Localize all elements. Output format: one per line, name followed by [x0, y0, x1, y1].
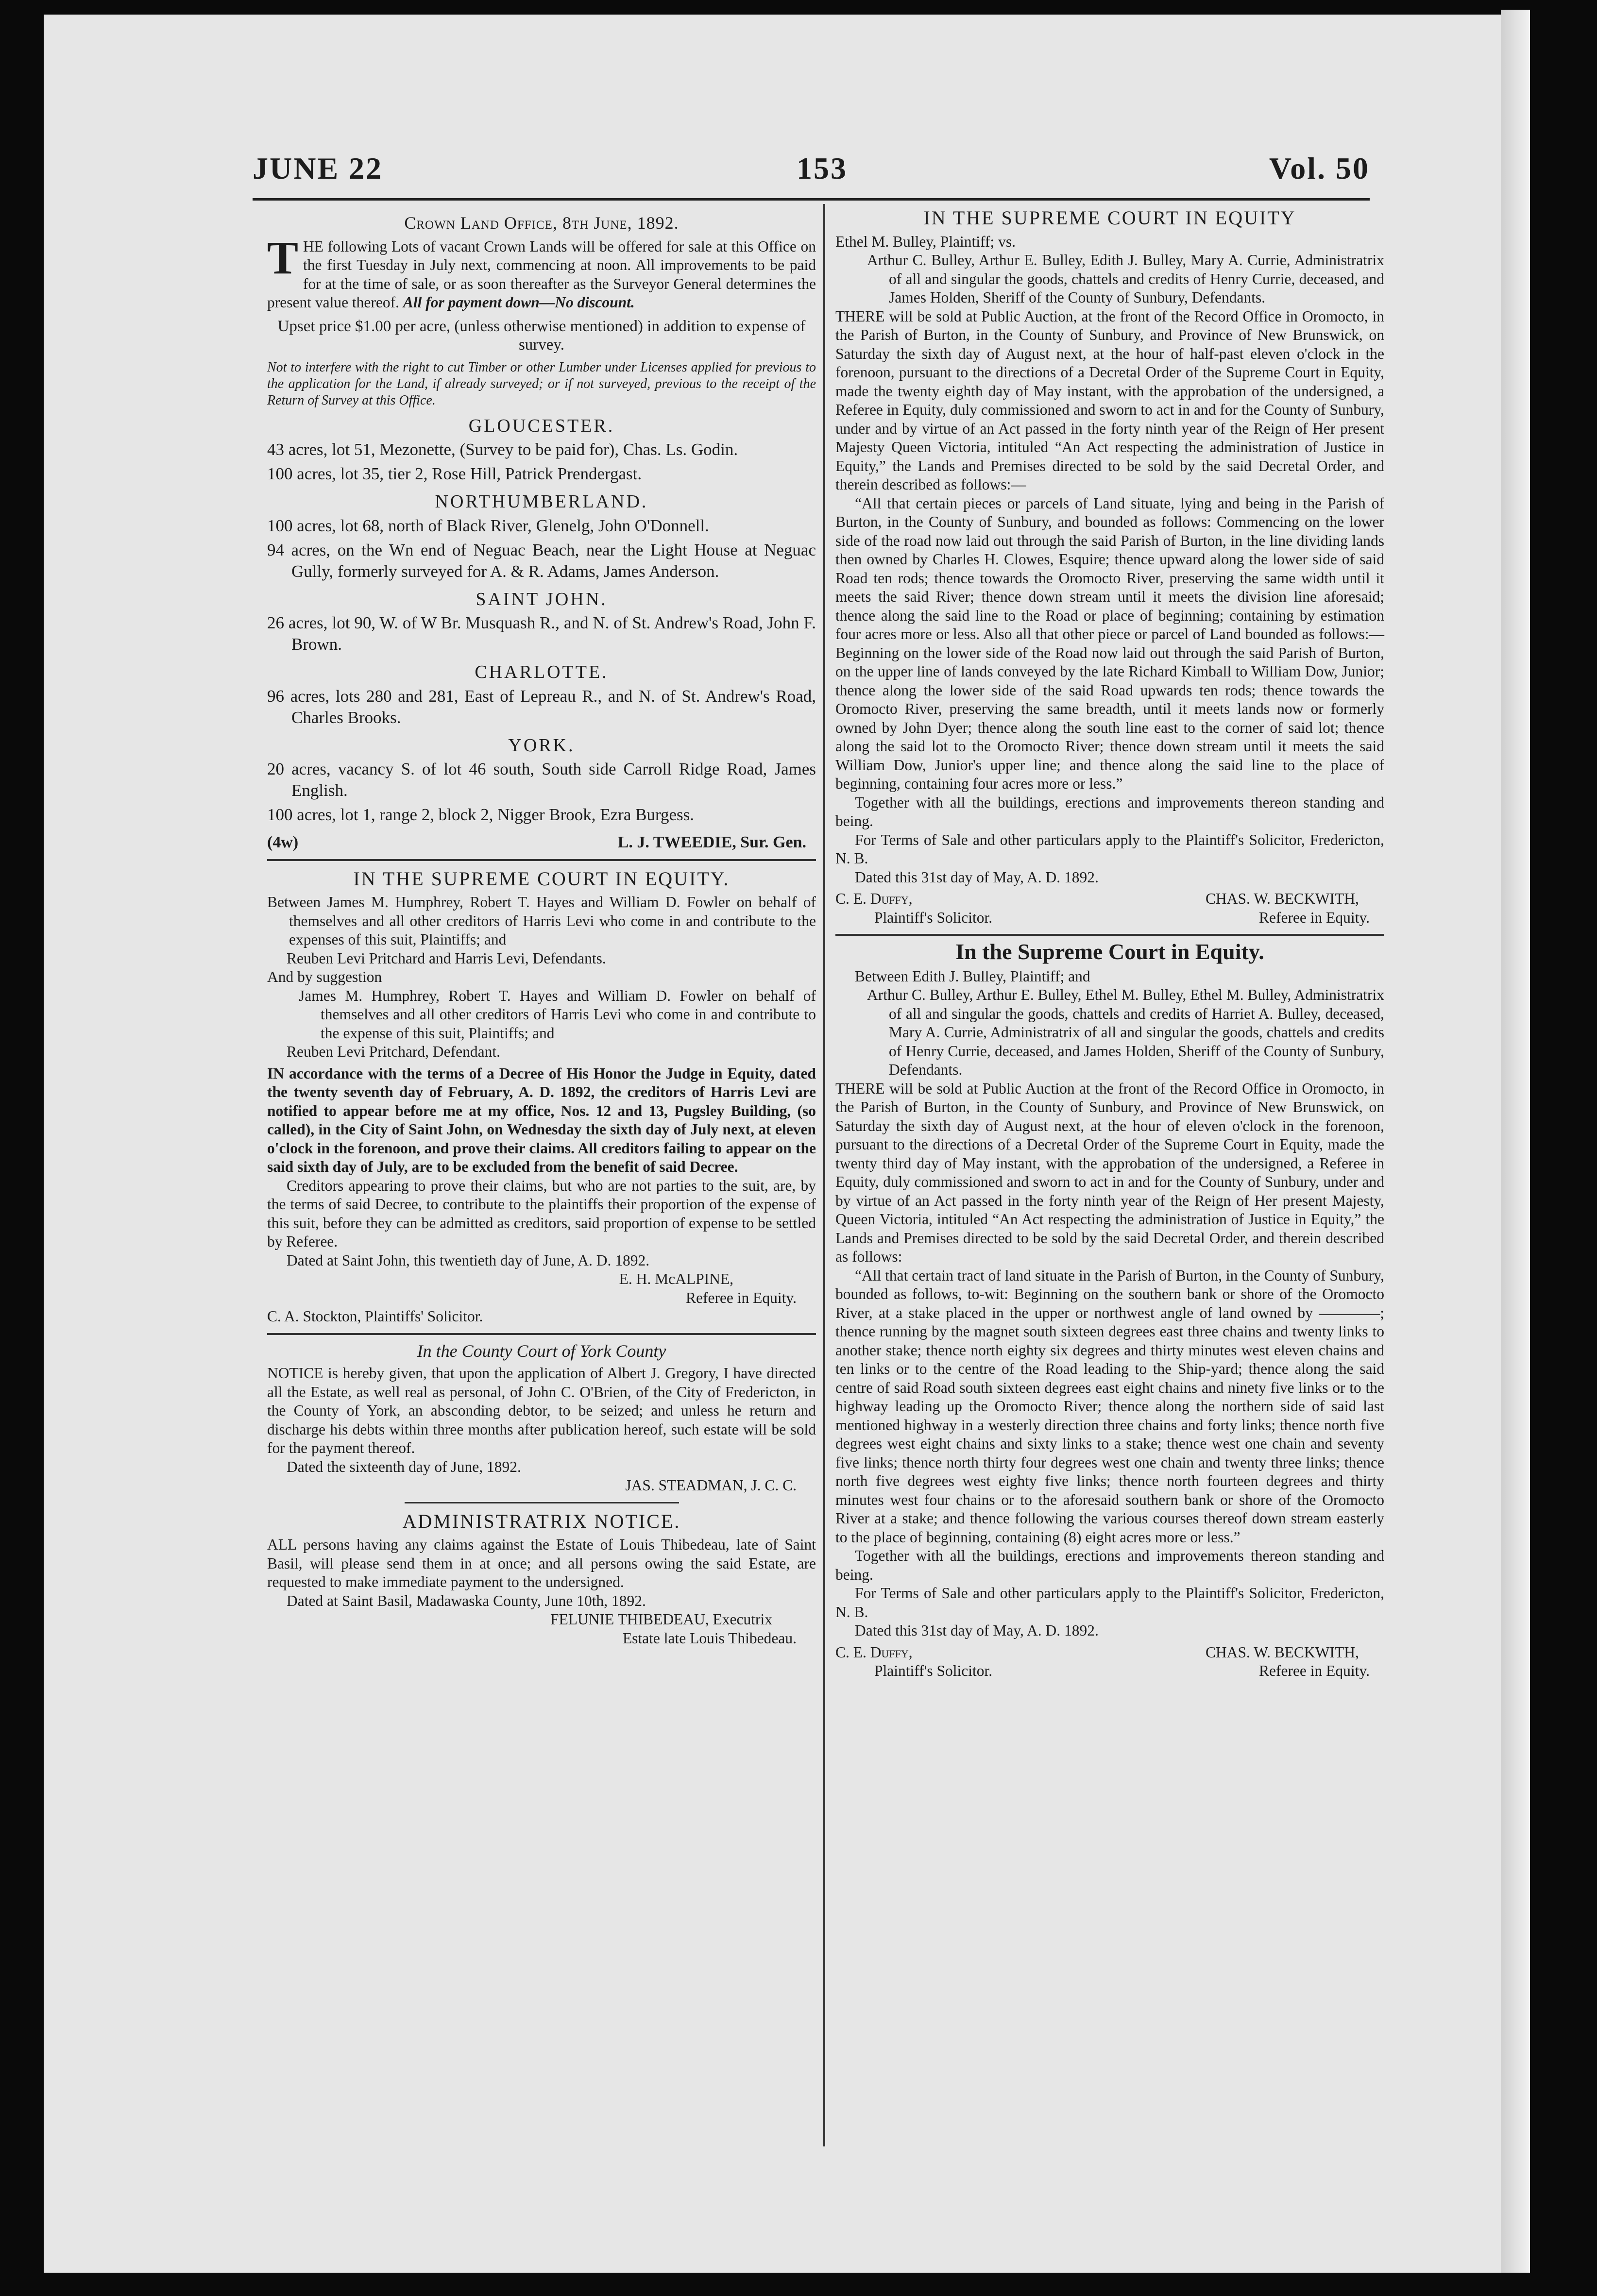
- lot-entry: 26 acres, lot 90, W. of W Br. Musquash R., and N. of St. Andrew's Road, John F. Brown.: [267, 613, 816, 654]
- insertion-mark: (4w): [267, 833, 299, 851]
- admin-notice-title: ADMINISTRATRIX NOTICE.: [402, 1510, 681, 1532]
- section-rule: [405, 1502, 679, 1503]
- header-page-number: 153: [797, 151, 848, 186]
- notice-body: Together with all the buildings, erections and improvements thereon standing and being.: [835, 793, 1384, 829]
- crown-notice-title: Crown Land Office, 8th June, 1892.: [404, 213, 679, 233]
- referee-name: E. H. McALPINE,: [619, 1270, 733, 1287]
- referee-signature: CHAS. W. BECKWITH, Referee in Equity.: [1206, 890, 1370, 926]
- lot-entry: 100 acres, lot 1, range 2, block 2, Nigger Brook, Ezra Burgess.: [267, 805, 694, 824]
- lot-entry: 43 acres, lot 51, Mezonette, (Survey to be paid for), Chas. Ls. Godin.: [267, 440, 738, 459]
- notice-signatures: [835, 1643, 1384, 1681]
- crown-notice-body: THE following Lots of vacant Crown Lands will be offered for sale at this Office on the first Tuesday in July next, commencing at noon. All improvements to be paid for at the time of sale, or as soon thereafter as the Surveyor General determines the present value thereof. All for payment down—No discount.: [267, 231, 816, 311]
- county-heading: SAINT JOHN.: [476, 589, 608, 609]
- lot-entry: 96 acres, lots 280 and 281, East of Lepreau R., and N. of St. Andrew's Road, Charles Brooks.: [267, 686, 816, 727]
- notice-signatures: [835, 890, 1384, 927]
- equity-notice-ethel-bulley: [835, 209, 1384, 927]
- parties: Arthur C. Bulley, Arthur E. Bulley, Ethel M. Bulley, Ethel M. Bulley, Administratrix of all and singular the goods, chattels and credits of Harriet A. Bulley, deceased, Mary A. Currie, Administratrix of all and singular the goods, chattels and credits of Henry Currie, deceased, and James Holden, Sheriff of the County of Sunbury, Defendants.: [867, 986, 1384, 1078]
- crown-notice-signature: [267, 833, 816, 852]
- section-rule: [835, 934, 1384, 936]
- solicitor-line: C. A. Stockton, Plaintiffs' Solicitor.: [267, 1308, 483, 1325]
- notice-dated: Dated at Saint Basil, Madawaska County, June 10th, 1892.: [287, 1592, 646, 1609]
- referee-title: Referee in Equity.: [686, 1289, 797, 1306]
- notice-dated: Dated this 31st day of May, A. D. 1892.: [855, 868, 1099, 886]
- notice-dated: Dated the sixteenth day of June, 1892.: [287, 1458, 521, 1475]
- equity-notice-title: IN THE SUPREME COURT IN EQUITY.: [353, 867, 730, 890]
- parties: Reuben Levi Pritchard and Harris Levi, Defendants.: [287, 949, 606, 967]
- equity-notice-edith-bulley: [835, 939, 1384, 1681]
- lot-entry: 100 acres, lot 68, north of Black River, Glenelg, John O'Donnell.: [267, 516, 709, 535]
- parties: Arthur C. Bulley, Arthur E. Bulley, Edith J. Bulley, Mary A. Currie, Administratrix of all and singular the goods, chattels and credits of Henry Currie, deceased, and James Holden, Sheriff of the County of Sunbury, Defendants.: [867, 252, 1384, 306]
- county-heading: GLOUCESTER.: [468, 415, 615, 436]
- suggestion-label: And by suggestion: [267, 968, 382, 985]
- crown-land-notice: [267, 214, 816, 852]
- county-heading: YORK.: [508, 735, 575, 756]
- parties: Reuben Levi Pritchard, Defendant.: [287, 1043, 500, 1060]
- page-header: [253, 151, 1370, 194]
- notice-body: Together with all the buildings, erections and improvements thereon standing and being.: [835, 1547, 1384, 1583]
- executrix-name: FELUNIE THIBEDEAU, Executrix: [550, 1611, 772, 1628]
- equity-notice-humphrey: [267, 867, 816, 1326]
- notice-dated: Dated at Saint John, this twentieth day of June, A. D. 1892.: [287, 1251, 650, 1269]
- equity-notice-title: In the Supreme Court in Equity.: [955, 939, 1264, 964]
- solicitor-signature: C. E. Duffy, Plaintiff's Solicitor.: [835, 890, 993, 926]
- page-fold: [1501, 10, 1530, 2273]
- right-column: [835, 209, 1384, 1681]
- notice-body: For Terms of Sale and other particulars apply to the Plaintiff's Solicitor, Fredericton, N. B.: [835, 1585, 1384, 1621]
- county-heading: CHARLOTTE.: [475, 662, 609, 682]
- lot-entry: 20 acres, vacancy S. of lot 46 south, South side Carroll Ridge Road, James English.: [267, 760, 816, 800]
- column-divider: [823, 204, 825, 2146]
- parties: Between Edith J. Bulley, Plaintiff; and: [855, 967, 1090, 985]
- solicitor-signature: C. E. Duffy, Plaintiff's Solicitor.: [835, 1643, 993, 1679]
- payment-terms: All for payment down—No discount.: [403, 294, 635, 311]
- notice-dated: Dated this 31st day of May, A. D. 1892.: [855, 1622, 1099, 1639]
- county-court-notice: [267, 1342, 816, 1495]
- referee-signature: CHAS. W. BECKWITH, Referee in Equity.: [1206, 1643, 1370, 1679]
- section-rule: [267, 1333, 816, 1335]
- section-rule: [267, 859, 816, 861]
- left-column: [267, 209, 816, 1648]
- notice-body: Creditors appearing to prove their claims, but who are not parties to the suit, are, by the terms of said Decree, to contribute to the plaintiffs their proportion of the expense of this suit, before they can be admitted as creditors, said proportion of expense to be settled by Referee.: [267, 1177, 816, 1250]
- lot-entry: 100 acres, lot 35, tier 2, Rose Hill, Patrick Prendergast.: [267, 464, 642, 483]
- land-description: “All that certain pieces or parcels of Land situate, lying and being in the Parish of Burton, in the County of Sunbury, and bounded as follows: Commencing on the lower side of the road now laid out through the said Parish of Burton, in the line dividing lands then owned by Charles H. Clowes, Esquire; thence upward along the lower side of said Road ten rods; thence towards the Oromocto River, preserving the same width until it meets the said River; thence down stream until it meets the division line aforesaid; thence along the said line to the Road or place of beginning; containing by estimation four acres more or less. Also all that other piece or parcel of Land bounded as follows:—Beginning on the lower side of the Road now laid out through the said Parish of Burton, on the upper line of lands conveyed by the late Richard Kimball to William Dow, Junior; thence along the lower side of the said Road upwards ten rods; thence towards the Oromocto River, preserving the same breadth, until it meets lands now or formerly owned by John Dyer; thence along the south line east to the corner of said lot; thence along the said lot to the Oromocto River; thence down stream until it meets the said William Dow, Junior's upper line; and thence along the said line to the place of beginning, containing four acres more or less.”: [835, 494, 1384, 792]
- land-description: “All that certain tract of land situate in the Parish of Burton, in the County of Sunbury, bounded as follows, to-wit: Beginning on the southern bank or shore of the Oromocto River, at a stake placed in the upper or northwest angle of land owned by ————; thence running by the magnet south sixteen degrees east three chains and twenty links to another stake; thence north eighty six degrees and thirty minutes west eleven chains and ten links or to the centre of the Road leading to the Ship-yard; thence along the said centre of said Road south sixteen degrees east eight chains and ninety five links or to the highway leading up the Oromocto River; thence along the northern side of said last mentioned highway in a westerly direction three chains and forty links; thence north five degrees west eight chains and sixty links to a stake; thence west one chain and seventy five links; thence north thirty four degrees west one chain and twenty three links; thence north five degrees west eighty five links; thence north fourteen degrees and thirty minutes west four chains or to the aforesaid southern bank or shore of the Oromocto River at a stake; and thence following the various courses thereof down stream easterly to the place of beginning, containing (8) eight acres more or less.”: [835, 1266, 1384, 1546]
- executrix-estate: Estate late Louis Thibedeau.: [622, 1629, 797, 1647]
- header-volume: Vol. 50: [1269, 151, 1370, 186]
- notice-body: For Terms of Sale and other particulars apply to the Plaintiff's Solicitor, Fredericton, N. B.: [835, 831, 1384, 867]
- upset-price: Upset price $1.00 per acre, (unless otherwise mentioned) in addition to expense of survey.: [277, 317, 806, 354]
- parties: Ethel M. Bulley, Plaintiff; vs.: [835, 233, 1016, 250]
- timber-note: Not to interfere with the right to cut Timber or other Lumber under Licenses applied for previous to the application for the Land, if already surveyed; or if not surveyed, previous to the receipt of the Return of Survey at this Office.: [267, 359, 816, 408]
- county-court-title: In the County Court of York County: [417, 1341, 666, 1361]
- header-date: JUNE 22: [253, 151, 383, 186]
- notice-body: ALL persons having any claims against the Estate of Louis Thibedeau, late of Saint Basil, will please send them in at once; and all persons owing the said Estate, are requested to make immediate payment to the undersigned.: [267, 1536, 816, 1590]
- county-heading: NORTHUMBERLAND.: [435, 491, 648, 512]
- parties: Between James M. Humphrey, Robert T. Hayes and William D. Fowler on behalf of themselves and all other creditors of Harris Levi who come in and contribute to the expenses of this suit, Plaintiffs; and: [267, 894, 816, 948]
- notice-body: IN accordance with the terms of a Decree of His Honor the Judge in Equity, dated the twenty seventh day of February, A. D. 1892, the creditors of Harris Levi are notified to appear before me at my office, Nos. 12 and 13, Pugsley Building, (so called), in the City of Saint John, on Wednesday the sixth day of July next, at eleven o'clock in the forenoon, and prove their claims. All creditors failing to appear on the said sixth day of July, are to be excluded from the benefit of said Decree.: [267, 1064, 816, 1175]
- parties: James M. Humphrey, Robert T. Hayes and William D. Fowler on behalf of themselves and all other creditors of Harris Levi who come in and contribute to the expense of this suit, Plaintiffs; and: [299, 987, 816, 1042]
- notice-body: NOTICE is hereby given, that upon the application of Albert J. Gregory, I have directed all the Estate, as well real as personal, of John C. O'Brien, of the City of Fredericton, in the County of York, an absconding debtor, to be seized; and unless he return and discharge his debts within three months after publication hereof, such estate will be sold for the payment thereof.: [267, 1365, 816, 1456]
- lot-entry: 94 acres, on the Wn end of Neguac Beach, near the Light House at Neguac Gully, formerly surveyed for A. & R. Adams, James Anderson.: [267, 540, 816, 581]
- surveyor-general-signature: L. J. TWEEDIE, Sur. Gen.: [617, 833, 806, 851]
- drop-cap: T: [267, 231, 299, 284]
- equity-notice-title: IN THE SUPREME COURT IN EQUITY: [923, 207, 1296, 229]
- notice-body: THERE will be sold at Public Auction, at the front of the Record Office in Oromocto, in the Parish of Burton, in the County of Sunbury, and Province of New Brunswick, on Saturday the sixth day of August next, at the hour of half-past eleven o'clock in the forenoon, pursuant to the directions of a Decretal Order of the Supreme Court in Equity, made the twenty eighth day of May instant, with the approbation of the undersigned, a Referee in Equity, duly commissioned and sworn to act in and for the County of Sunbury, under and by virtue of an Act passed in the forty ninth year of the Reign of Her present Majesty Queen Victoria, intituled “An Act respecting the administration of Justice in Equity,” the Lands and Premises directed to be sold by the said Decretal Order, and therein described as follows:—: [835, 307, 1384, 493]
- notice-body: THERE will be sold at Public Auction at the front of the Record Office in Oromocto, in the Parish of Burton, in the County of Sunbury, and Province of New Brunswick, on Saturday the sixth day of August next, at the hour of eleven o'clock in the forenoon, pursuant to the directions of a Decretal Order of the Supreme Court in Equity, made the twenty third day of May instant, with the approbation of the undersigned, a Referee in Equity, duly commissioned and sworn to act in and for the County of Sunbury, under and by virtue of an Act passed in the forty ninth year of the Reign of Her present Majesty, Queen Victoria, intituled “An Act respecting the administration of Justice in Equity,” the Lands and Premises directed to be sold by the said Decretal Order, and therein described as follows:: [835, 1080, 1384, 1265]
- header-rule: [253, 198, 1370, 201]
- judge-signature: JAS. STEADMAN, J. C. C.: [625, 1477, 797, 1494]
- administratrix-notice: [267, 1512, 816, 1648]
